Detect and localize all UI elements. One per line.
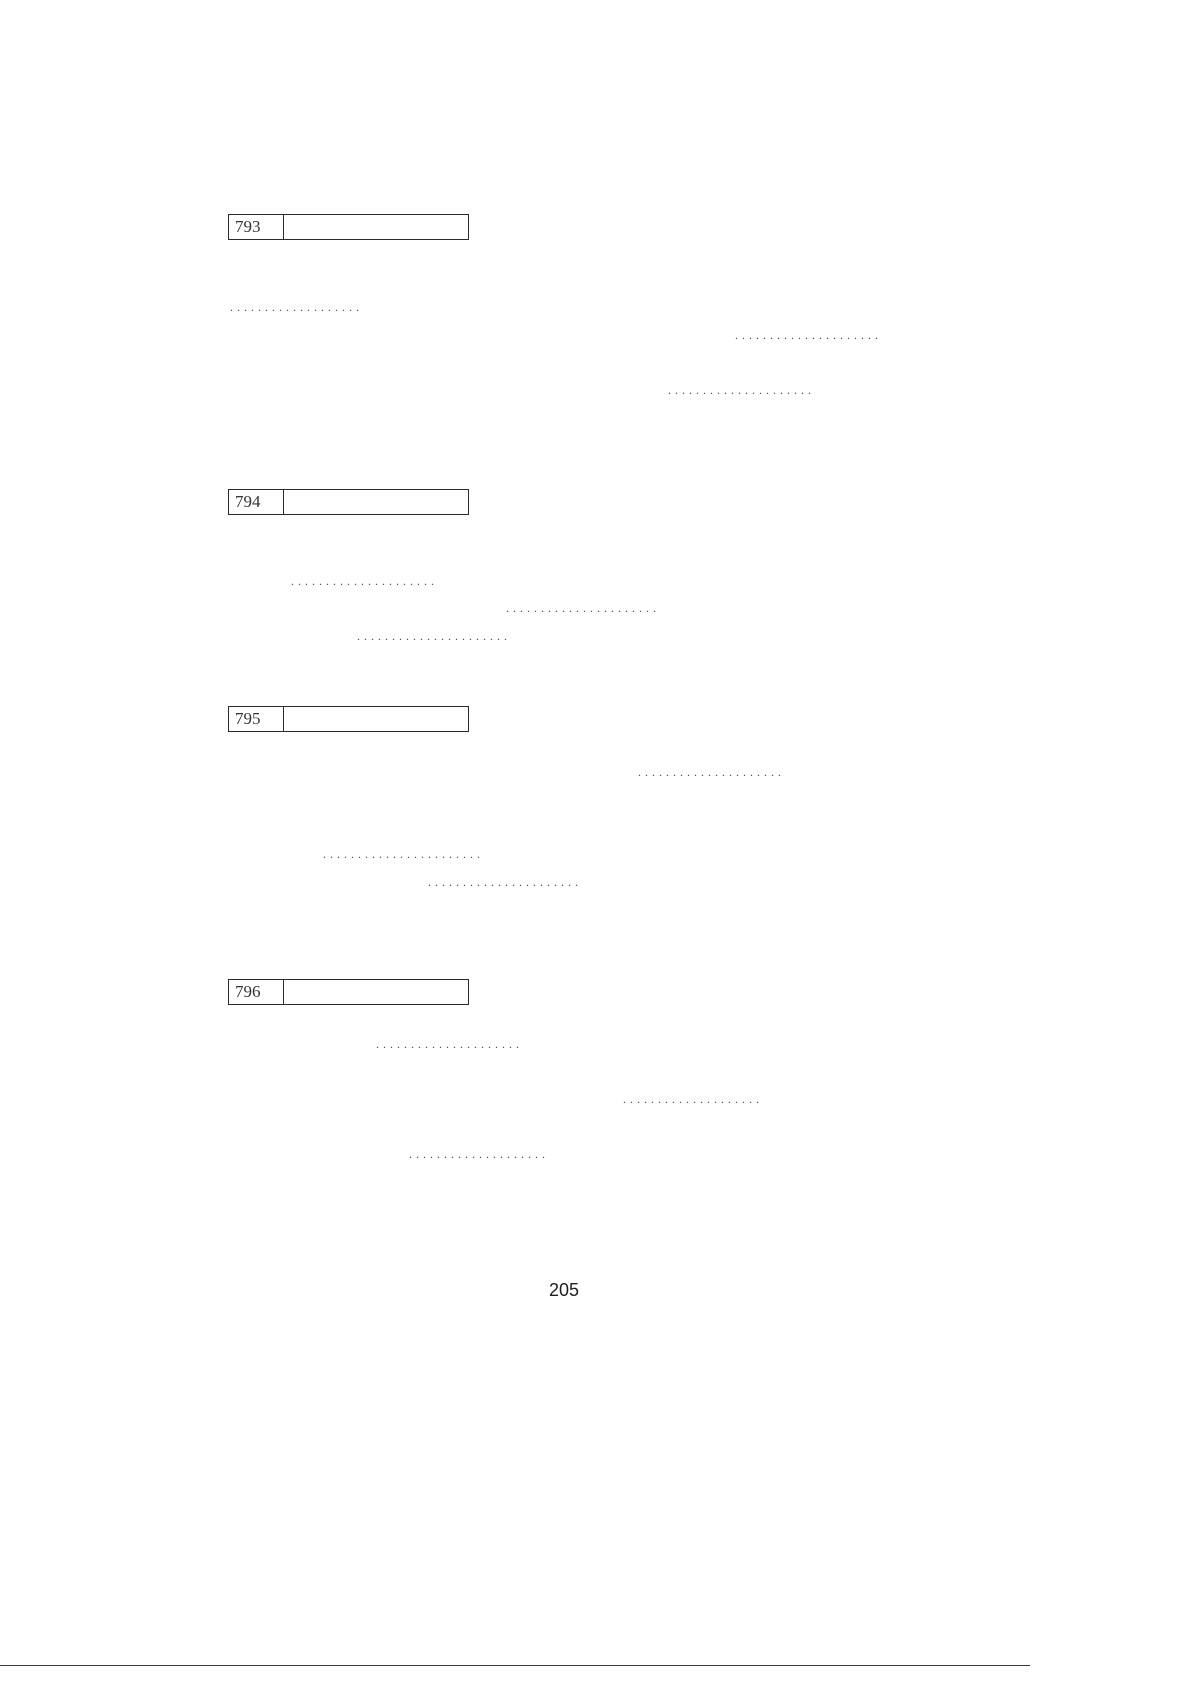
fill-in-blank: .................... xyxy=(409,1147,549,1161)
fill-in-blank: ..................... xyxy=(638,765,785,779)
section-box-793 xyxy=(228,214,469,240)
section-box-796 xyxy=(228,979,469,1005)
fill-in-blank: ...................... xyxy=(428,875,582,889)
section-title-field xyxy=(284,980,468,1004)
section-title-field xyxy=(284,490,468,514)
section-number: 795 xyxy=(229,707,284,731)
bottom-rule xyxy=(0,1665,1030,1666)
section-title-field xyxy=(284,707,468,731)
section-number: 793 xyxy=(229,215,284,239)
fill-in-blank: ....................... xyxy=(323,847,484,861)
fill-in-blank: .................... xyxy=(623,1092,763,1106)
fill-in-blank: ..................... xyxy=(376,1037,523,1051)
fill-in-blank: ...................... xyxy=(506,601,660,615)
fill-in-blank: ..................... xyxy=(668,383,815,397)
fill-in-blank: ..................... xyxy=(291,574,438,588)
page-number: 205 xyxy=(549,1280,580,1300)
section-number: 796 xyxy=(229,980,284,1004)
fill-in-blank: ..................... xyxy=(735,328,882,342)
section-number: 794 xyxy=(229,490,284,514)
section-box-794 xyxy=(228,489,469,515)
section-title-field xyxy=(284,215,468,239)
section-box-795 xyxy=(228,706,469,732)
fill-in-blank: ................... xyxy=(230,300,363,314)
fill-in-blank: ...................... xyxy=(357,629,511,643)
